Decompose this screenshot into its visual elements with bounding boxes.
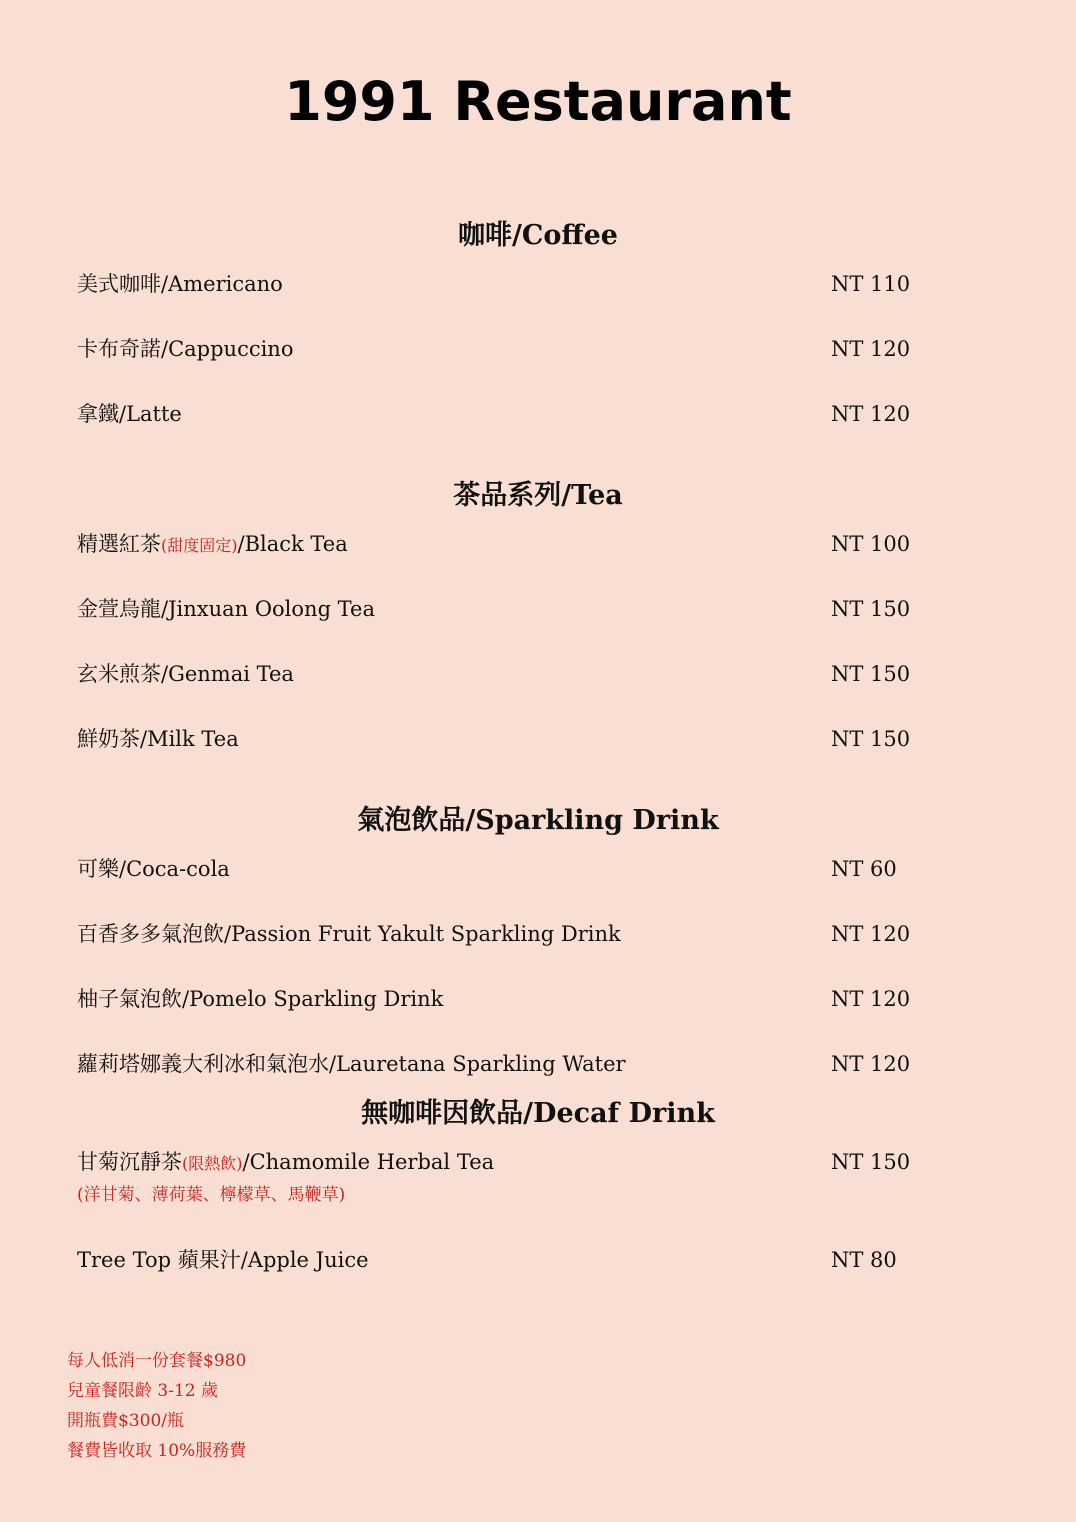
menu-item-price: NT 150 xyxy=(831,727,911,751)
section-heading-tea: 茶品系列/Tea xyxy=(453,480,623,511)
menu-item-price: NT 120 xyxy=(831,337,911,361)
menu-item-name-main: 精選紅茶 xyxy=(77,532,161,556)
menu-item-name: 鮮奶茶/Milk Tea xyxy=(77,727,239,751)
menu-item-name-english: /Black Tea xyxy=(237,532,348,556)
section-heading-decaf: 無咖啡因飲品/Decaf Drink xyxy=(361,1098,715,1129)
menu-item-price: NT 100 xyxy=(831,532,911,556)
menu-item-price: NT 120 xyxy=(831,1052,911,1076)
footer-note: 每人低消一份套餐$980 xyxy=(67,1351,247,1371)
menu-item-price: NT 110 xyxy=(831,272,911,296)
menu-item-price: NT 60 xyxy=(831,857,897,881)
footer-notes xyxy=(67,1346,246,1466)
menu-item-name: 拿鐵/Latte xyxy=(77,402,182,426)
menu-item-price: NT 150 xyxy=(831,1150,911,1174)
section-heading-coffee: 咖啡/Coffee xyxy=(458,220,618,251)
menu-item-name xyxy=(77,1147,494,1179)
menu-item-price: NT 150 xyxy=(831,662,911,686)
menu-item-price: NT 120 xyxy=(831,922,911,946)
menu-item-name-main: 甘菊沉靜茶 xyxy=(77,1150,182,1174)
menu-item-name-english: /Chamomile Herbal Tea xyxy=(242,1150,495,1174)
menu-item-note: (限熱飲) xyxy=(182,1154,243,1173)
menu-item-name xyxy=(77,529,348,561)
menu-item-name: 卡布奇諾/Cappuccino xyxy=(77,337,294,361)
menu-item-price: NT 80 xyxy=(831,1248,897,1272)
menu-item-price: NT 120 xyxy=(831,987,911,1011)
menu-item-price: NT 120 xyxy=(831,402,911,426)
menu-item-name: Tree Top 蘋果汁/Apple Juice xyxy=(77,1248,369,1272)
footer-note: 兒童餐限齡 3-12 歲 xyxy=(67,1381,218,1401)
menu-item-name: 可樂/Coca-cola xyxy=(77,857,230,881)
menu-item-price: NT 150 xyxy=(831,597,911,621)
menu-item-note: (甜度固定) xyxy=(161,536,238,555)
menu-item-name: 玄米煎茶/Genmai Tea xyxy=(77,662,294,686)
menu-item-name: 蘿莉塔娜義大利冰和氣泡水/Lauretana Sparkling Water xyxy=(77,1052,626,1076)
menu-item-name: 美式咖啡/Americano xyxy=(77,272,283,296)
menu-item-name: 金萱烏龍/Jinxuan Oolong Tea xyxy=(77,597,376,621)
footer-note: 開瓶費$300/瓶 xyxy=(67,1411,184,1431)
section-heading-sparkling: 氣泡飲品/Sparkling Drink xyxy=(357,805,719,836)
footer-note: 餐費皆收取 10%服務費 xyxy=(67,1441,247,1461)
menu-item-name: 百香多多氣泡飲/Passion Fruit Yakult Sparkling Drink xyxy=(77,922,621,946)
menu-item-name: 柚子氣泡飲/Pomelo Sparkling Drink xyxy=(77,987,444,1011)
restaurant-title: 1991 Restaurant xyxy=(284,70,792,133)
menu-item-ingredients: (洋甘菊、薄荷葉、檸檬草、馬鞭草) xyxy=(77,1185,346,1205)
